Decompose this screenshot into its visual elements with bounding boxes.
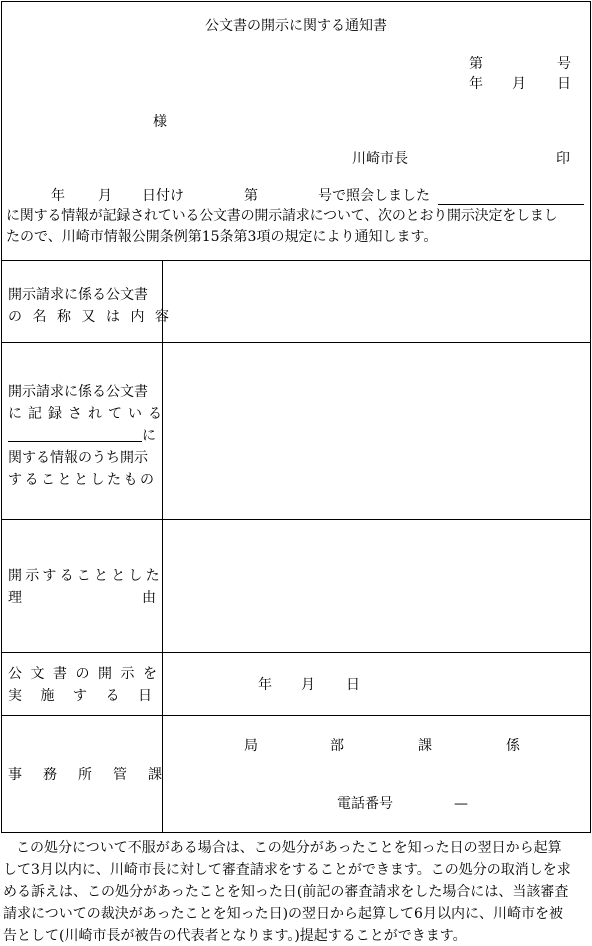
date-tsuki: 月 xyxy=(512,76,526,92)
office-ka: 課 xyxy=(418,738,432,754)
footer-line-2: して3月以内に、川崎市長に対して審査請求をすることができます。この処分の取消しを求 xyxy=(3,862,571,878)
office-bu: 部 xyxy=(330,738,344,754)
name-label-line-2: の名称又は内容 xyxy=(8,309,180,325)
row-divider-4 xyxy=(1,715,591,716)
footer-line-1: この処分について不服がある場合は、この処分があったことを知った日の翌日から起算 xyxy=(16,840,562,856)
intro-nen: 年 xyxy=(51,188,65,204)
date-hi: 日 xyxy=(557,76,571,92)
intro-hizuke: 日付け xyxy=(142,188,184,204)
info-label-line-4: 関する情報のうち開示 xyxy=(8,450,148,466)
intro-go-shokai: 号で照会しました xyxy=(318,188,430,204)
footer-line-3: める訴えは、この処分があったことを知った日(前記の審査請求をした場合には、当該審査 xyxy=(3,884,569,900)
number-go: 号 xyxy=(557,56,571,72)
info-label-line-2: に記録されている xyxy=(8,406,168,422)
intro-line-3: たので、川崎市情報公開条例第15条第3項の規定により通知します。 xyxy=(6,229,438,245)
info-label-line-5: することとしたもの xyxy=(8,472,157,488)
footer-line-5: 告として(川崎市長が被告の代表者となります。)提起することができます。 xyxy=(3,928,467,944)
footer-line-4: 請求についての裁決があったことを知った日)の翌日から起算して6月以内に、川崎市を被 xyxy=(3,906,563,922)
addressee-sama: 様 xyxy=(153,114,167,130)
name-label xyxy=(8,287,180,332)
impl-date-tsuki: 月 xyxy=(301,677,315,693)
intro-dai: 第 xyxy=(244,188,258,204)
row-divider-2 xyxy=(1,519,591,520)
info-label-line-1: 開示請求に係る公文書 xyxy=(8,384,148,400)
info-label-line-3: に xyxy=(8,429,156,443)
sender-mayor: 川崎市長 xyxy=(352,151,408,167)
date-label xyxy=(8,666,171,711)
date-label-line-1: 公文書の開示を xyxy=(8,666,166,682)
table-top-border xyxy=(1,260,591,261)
reason-label xyxy=(8,568,276,613)
number-dai: 第 xyxy=(469,56,483,72)
office-kakari: 係 xyxy=(506,738,520,754)
phone-dash: — xyxy=(454,796,468,812)
intro-line-2: に関する情報が記録されている公文書の開示請求について、次のとおり開示決定をしまし xyxy=(6,208,558,224)
office-kyoku: 局 xyxy=(244,738,258,754)
name-label-line-1: 開示請求に係る公文書 xyxy=(8,287,148,303)
impl-date-hi: 日 xyxy=(346,677,360,693)
row-divider-3 xyxy=(1,652,591,653)
info-label-blank xyxy=(8,429,142,442)
date-nen: 年 xyxy=(469,76,483,92)
office-label: 事務所管課 xyxy=(8,767,183,783)
date-label-line-2: 実施する日 xyxy=(8,688,171,704)
impl-date-nen: 年 xyxy=(258,677,272,693)
reason-label-line-2: 理由 xyxy=(8,590,276,606)
reason-label-line-1: 開示することとした xyxy=(8,568,163,584)
column-divider xyxy=(162,260,163,833)
row-divider-1 xyxy=(1,342,591,343)
info-label xyxy=(8,384,168,495)
document-title: 公文書の開示に関する通知書 xyxy=(205,18,387,34)
intro-blank-line xyxy=(438,204,584,205)
intro-tsuki: 月 xyxy=(98,188,112,204)
phone-label: 電話番号 xyxy=(337,796,393,812)
seal-mark: 印 xyxy=(556,151,570,167)
